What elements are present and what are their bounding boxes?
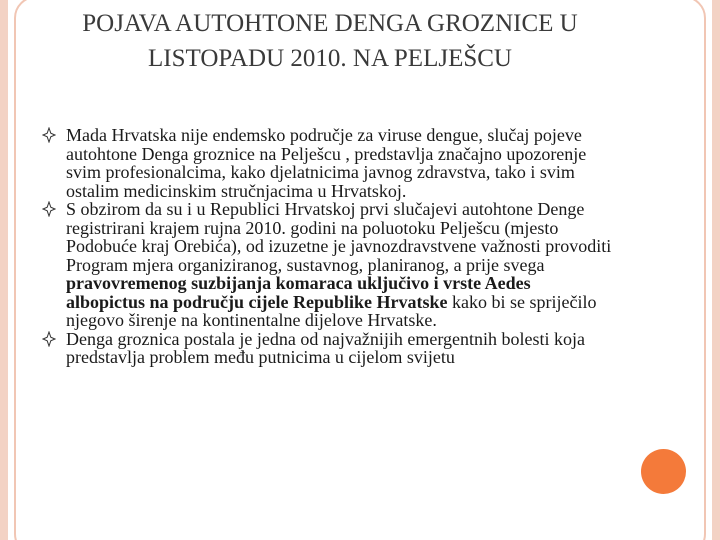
bullet-item-2	[42, 200, 612, 330]
bullet-text-2	[66, 199, 611, 330]
right-decorative-band	[712, 0, 720, 540]
orange-circle-decoration	[641, 449, 686, 494]
bullet-item-3	[42, 330, 612, 367]
four-pointed-star-icon	[42, 331, 56, 347]
bullet-item-1	[42, 126, 612, 200]
four-pointed-star-icon	[42, 201, 56, 217]
left-decorative-band	[0, 0, 8, 540]
bullet-text-3: Denga groznica postala je jedna od najvažnijih emergentnih bolesti koja predstavlja problem među putnicima u cijelom svijetu	[66, 328, 585, 367]
bullet-text-2-start: S obzirom da su i u Republici Hrvatskoj prvi slučajevi autohtone Denge registrirani krajem rujna 2010. godini na poluotoku Pelješcu (mjesto Podobuće kraj Orebića), od izuzetne je javnozdravstvene važnosti provoditi Program mjera organiziranog, sustavnog, planiranog, a prije svega	[66, 199, 612, 275]
bullet-text-1: Mada Hrvatska nije endemsko područje za viruse dengue, slučaj pojeve autohtone Denga groznice na Pelješcu , predstavlja značajno upozorenje svim profesionalcima, kako djelatnicima javnog zdravstva, tako i svim ostalim medicinskim stručnjacima u Hrvatskoj.	[66, 125, 587, 201]
bullet-text-2-bold: pravovremenog suzbijanja komaraca uključivo i vrste Aedes albopictus na području cijele Republike Hrvatske	[66, 273, 531, 312]
bullet-list	[42, 126, 612, 367]
slide-title: POJAVA AUTOHTONE DENGA GROZNICE U LISTOPADU 2010. NA PELJEŠCU	[82, 10, 578, 72]
bullet-text-2-end: kako bi se spriječilo njegovo širenje na kontinentalne dijelove Hrvatske.	[66, 291, 597, 330]
four-pointed-star-icon	[42, 127, 56, 143]
